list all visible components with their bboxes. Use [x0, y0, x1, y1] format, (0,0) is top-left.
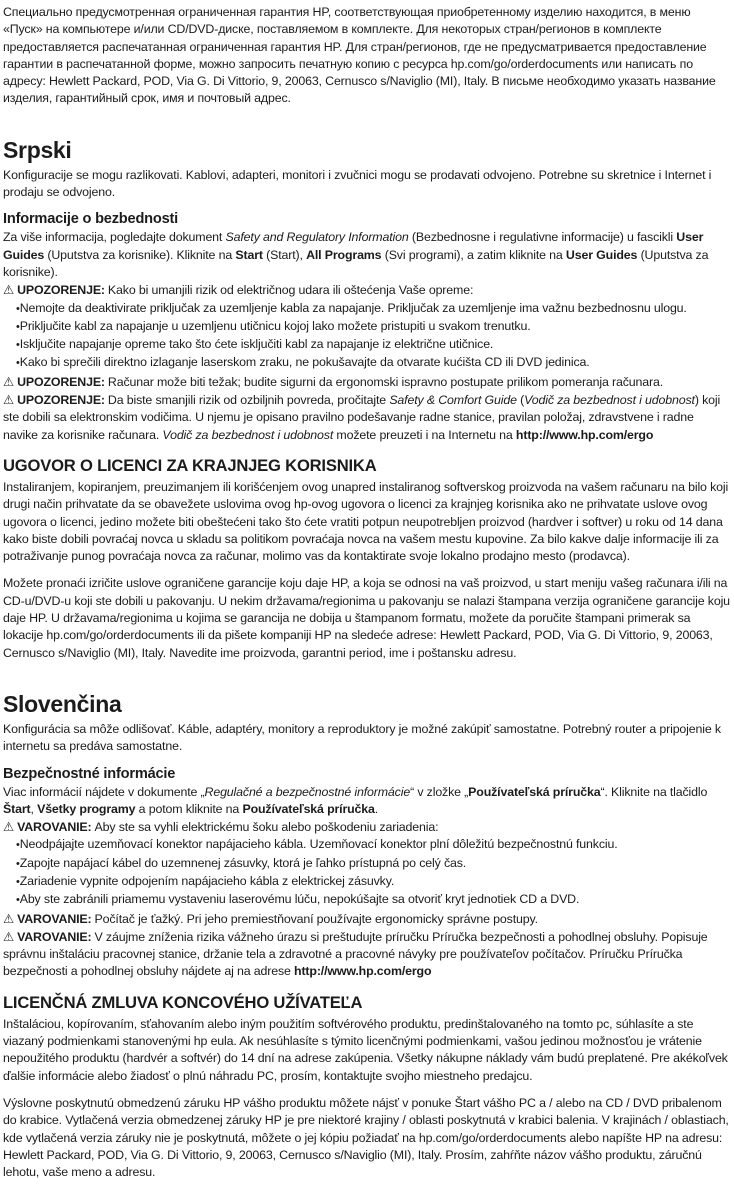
- warning-triangle-icon: ⚠: [3, 392, 15, 408]
- warning-block: [3, 910, 731, 928]
- eula-paragraph: Inštaláciou, kopírovaním, sťahovaním alebo iným použitím softvérového produktu, predinštalovaného na tomto pc, súhlasíte a ste viazaný podmienkami stanovenými hp eula. Ak nesúhlasíte s týmito licenčnými podmienkami, vašou jedinou možnosťou je vrátenie nepoužitého produktu (hardvér a softvér) do 14 dní na adrese zakúpenia. Všetky nákupne náklady vám budú preplatené. Pre akékoľvek ďalšie informácie alebo žiadosť o plnú náhradu PC, prosím, kontaktujte svojho miestneho predajcu.: [3, 1016, 728, 1083]
- language-title-srpski: Srpski: [3, 136, 72, 163]
- eula-paragraph: Instaliranjem, kopiranjem, preuzimanjem ili korišćenjem ovog unapred instaliranog softverskog proizvoda na vašem računaru na bilo koji drugi način prihvatate da se obavežete uslovima ovog hp-ovog ugovora o licenci za krajnjeg korisnika ako ne prihvatate uslove ovog ugovora o licenci, jedino možete biti obeštećeni tako što ćete vratiti potpun neupotrebljen proizvod (hardver i softver) u roku od 14 dana kako biste dobili povraćaj novca u skladu sa politikom povraćaja novca na vašem mestu kupovine. Za bilo kakve dalje informacije ili za potraživanje punog povraćaja novca za računar, molimo vas da kontaktirate svoje lokalno prodajno mesto (prodavca).: [3, 479, 729, 564]
- warning-label: VAROVANIE:: [17, 929, 92, 944]
- warning-block: [3, 928, 731, 981]
- warning-text: Da biste smanjili rizik od ozbiljnih povreda, pročitajte Safety & Comfort Guide (Vodič za bezbednost i udobnost) koji ste dobili sa elektronskim vodičima. U njemu je opisano pravilno podešavanje radne stanice, pravilan položaj, zdravstvene i radne navike za korisnike računara. Vodič za bezbednost i udobnost možete preuzeti i na Internetu na http://www.hp.com/ergo: [3, 393, 721, 442]
- bullet-item: • Nemojte da deaktivirate priključak za uzemljenje kabla za napajanje. Priključak za uzemljenje ima važnu bezbednosnu ulogu.: [3, 300, 731, 318]
- warning-triangle-icon: ⚠: [3, 282, 15, 298]
- bullet-item: • Kako bi sprečili direktno izlaganje laserskom zraku, ne pokušavajte da otvarate kućišta CD ili DVD jedinica.: [3, 354, 731, 372]
- warning-line: [3, 373, 731, 391]
- bullet-item: • Neodpájajte uzemňovací konektor napájacieho kábla. Uzemňovací konektor plní dôležitú bezpečnostnú funkciu.: [3, 836, 731, 854]
- warning-text: Aby ste sa vyhli elektrickému šoku alebo poškodeniu zariadenia:: [94, 820, 439, 835]
- warning-line: [3, 928, 731, 981]
- bullet-item: • Isključite napajanje opreme tako što ćete isključiti kabl za napajanje iz električne utičnice.: [3, 336, 731, 354]
- warning-block: [3, 818, 731, 909]
- warning-label: VAROVANIE:: [17, 911, 92, 926]
- warning-triangle-icon: ⚠: [3, 910, 15, 926]
- warning-triangle-icon: ⚠: [3, 373, 15, 389]
- warning-triangle-icon: ⚠: [3, 928, 15, 944]
- warning-bullet-list: [3, 836, 731, 909]
- safety-info-paragraph: Za više informacija, pogledajte dokument Safety and Regulatory Information (Bezbednosne i regulativne informacije) u fascikli User Guides (Uputstva za korisnike). Kliknite na Start (Start), All Programs (Svi programi), a zatim kliknite na User Guides (Uputstva za korisnike).: [3, 230, 709, 279]
- warning-line: [3, 818, 731, 836]
- eula-heading: UGOVOR O LICENCI ZA KRAJNJEG KORISNIKA: [3, 455, 377, 475]
- warning-line: [3, 391, 731, 444]
- warning-label: UPOZORENJE:: [17, 374, 105, 389]
- eula-paragraph: Možete pronaći izričite uslove ograničene garancije koju daje HP, a koja se odnosi na vaš proizvod, u start meniju vašeg računara i/ili na CD-u/DVD-u koji ste dobili u pakovanju. U nekim državama/regionima u pakovanju se nalazi štampana verzija ograničene garancije koju daje HP. U državama/regionima u kojima se garancija ne dobija u štampanom formatu, možete da poručite štampani primerak sa lokacije hp.com/go/orderdocuments ili da pišete kompaniji HP na sledeće adrese: Hewlett Packard, POD, Via G. Di Vittorio, 9, 20063, Cernusco s/Naviglio (MI), Italy. Navedite ime proizvoda, garantni period, ime i poštansku adresu.: [3, 576, 730, 660]
- warning-label: UPOZORENJE:: [17, 393, 105, 408]
- safety-info-paragraph: Viac informácií nájdete v dokumente „Regulačné a bezpečnostné informácie“ v zložke „Používateľská príručka“. Kliknite na tlačidlo Štart, Všetky programy a potom kliknite na Používateľská príručka.: [3, 784, 708, 816]
- eula-paragraph: Výslovne poskytnutú obmedzenú záruku HP vášho produktu môžete nájsť v ponuke Štart vášho PC a / alebo na CD / DVD pribalenom do krabice. Vytlačená verzia obmedzenej záruky HP je pre niektoré krajiny / oblasti poskytnutá v krabici balenia. V krajinách / oblastiach, kde vytlačená verzia záruky nie je poskytnutá, môžete o jej kópiu požiadať na hp.com/go/orderdocuments alebo napíšte HP na adresu: Hewlett Packard, POD, Via G. Di Vittorio, 9, 20063, Cernusco s/Naviglio (MI), Italy. Prosím, zahŕňte názov vášho produktu, záručnú lehotu, vaše meno a adresu.: [3, 1095, 729, 1180]
- warning-bullet-list: [3, 300, 731, 373]
- section-srpski: [3, 137, 731, 662]
- warning-line: [3, 910, 731, 928]
- safety-info-heading: Bezpečnostné informácie: [3, 765, 176, 782]
- warning-triangle-icon: ⚠: [3, 819, 15, 835]
- language-title-slovencina: Slovenčina: [3, 690, 122, 717]
- eula-heading: LICENČNÁ ZMLUVA KONCOVÉHO UŽÍVATEĽA: [3, 992, 363, 1012]
- bullet-item: • Aby ste zabránili priamemu vystaveniu laserovému lúču, nepokúšajte sa otvoriť kryt jednotiek CD a DVD.: [3, 891, 731, 909]
- russian-warranty-paragraph: Специально предусмотренная ограниченная гарантия HP, соответствующая приобретенному изделию находится, в меню «Пуск» на компьютере и/или CD/DVD-диске, поставляемом в комплекте. Для некоторых стран/регионов в комплекте предоставляется распечатанная ограниченная гарантия HP. Для стран/регионов, где не предусматривается предоставление гарантии в распечатанной форме, можно запросить печатную копию с ресурса hp.com/go/orderdocuments или написать по адресу: Hewlett Packard, POD, Via G. Di Vittorio, 9, 20063, Cernusco s/Naviglio (MI), Italy. В письме необходимо указать название изделия, гарантийный срок, имя и почтовый адрес.: [3, 5, 716, 106]
- warning-line: [3, 281, 731, 299]
- warning-text: Kako bi umanjili rizik od električnog udara ili oštećenja Vaše opreme:: [107, 283, 474, 298]
- warning-text: Računar može biti težak; budite sigurni da ergonomski ispravno postupate prilikom pomeranja računara.: [107, 374, 664, 389]
- section-intro-paragraph: Konfiguracije se mogu razlikovati. Kablovi, adapteri, monitori i zvučnici mogu se prodavati odvojeno. Potrebne su skretnice i Internet i prodaju se odvojeno.: [3, 167, 712, 200]
- warning-label: UPOZORENJE:: [17, 283, 105, 298]
- warning-text: V záujme zníženia rizika vážneho úrazu si preštudujte príručku Príručka bezpečnosti a pohodlnej obsluhy. Popisuje správnu inštaláciu pracovnej stanice, držanie tela a zdravotné a pracovné návyky pre používateľov počítačov. Príručku Príručka bezpečnosti a pohodlnej obsluhy nájdete aj na adrese http://www.hp.com/ergo: [3, 929, 708, 979]
- warning-text: Počítač je ťažký. Pri jeho premiestňovaní používajte ergonomicky správne postupy.: [94, 911, 538, 926]
- warning-label: VAROVANIE:: [17, 820, 92, 835]
- warning-block: [3, 373, 731, 391]
- bullet-item: • Zapojte napájací kábel do uzemnenej zásuvky, ktorá je ľahko prístupná po celý čas.: [3, 855, 731, 873]
- safety-info-heading: Informacije o bezbednosti: [3, 211, 179, 228]
- warning-block: [3, 281, 731, 372]
- bullet-item: • Zariadenie vypnite odpojením napájacieho kábla z elektrickej zásuvky.: [3, 873, 731, 891]
- section-slovencina: [3, 691, 731, 1182]
- warning-block: [3, 391, 731, 444]
- section-intro-paragraph: Konfigurácia sa môže odlišovať. Káble, adaptéry, monitory a reproduktory je možné zakúpiť samostatne. Potrebný router a pripojenie k internetu sa predáva samostatne.: [3, 721, 721, 754]
- bullet-item: • Priključite kabl za napajanje u uzemljenu utičnicu kojoj lako možete pristupiti u svakom trenutku.: [3, 318, 731, 336]
